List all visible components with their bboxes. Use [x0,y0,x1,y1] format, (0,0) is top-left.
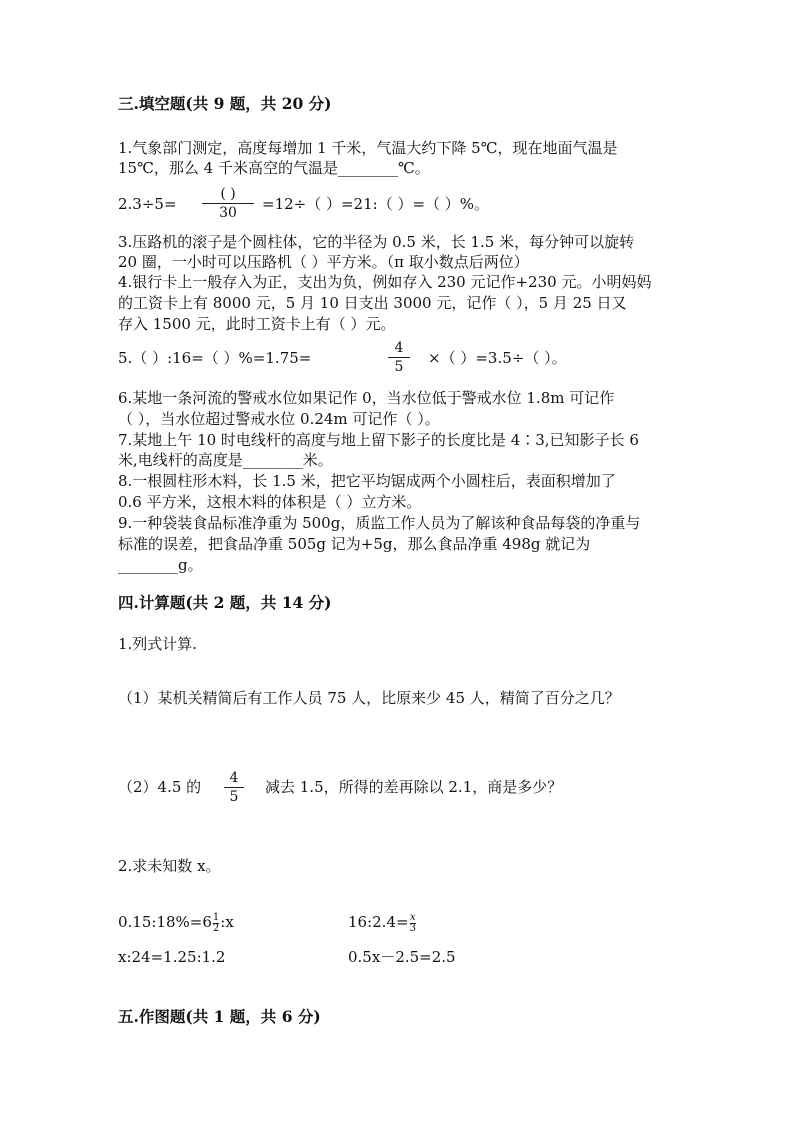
equation-3: x:24=1.25:1.2 [118,948,226,966]
q7-line1: 7.某地上午 10 时电线杆的高度与地上留下影子的长度比是 4∶3,已知影子长 6 [118,431,639,449]
calc-q1-2-rest: 减去 1.5，所得的差再除以 2.1，商是多少？ [265,778,563,796]
calc-q1-title: 1.列式计算. [118,635,198,653]
equation-1-rest: :x [220,913,234,931]
q8-line2: 0.6 平方米，这根木料的体积是（ ）立方米。 [118,493,422,511]
q2-lead: 2.3÷5= [118,195,177,213]
section-3-heading: 三.填空题(共 9 题，共 20 分) [118,94,332,113]
section-5-heading: 五.作图题(共 1 题，共 6 分) [118,1007,321,1026]
q5-rest: ×（ ）=3.5÷（ ）。 [428,349,567,367]
q5-fraction [388,340,410,375]
equation-1-fraction-numerator: 1 [212,911,220,923]
q4-line2: 的工资卡上有 8000 元，5 月 10 日支出 3000 元，记作（ ），5 月 25 日又 [118,294,627,312]
equation-4: 0.5x－2.5=2.5 [348,948,456,966]
q3-line2: 20 圈，一小时可以压路机（ ）平方米。（π 取小数点后两位） [118,253,529,271]
q7-line2: 米,电线杆的高度是________米。 [118,451,333,469]
q2-fraction-numerator: ( ) [220,186,236,202]
q1-line2: 15℃，那么 4 千米高空的气温是________℃。 [118,159,430,177]
equation-1 [118,912,234,934]
q6-line1: 6.某地一条河流的警戒水位如果记作 0，当水位低于警戒水位 1.8m 可记作 [118,389,615,407]
equation-2 [348,912,417,934]
q2-fraction-denominator: 30 [219,205,237,221]
calc-q2-title: 2.求未知数 x。 [118,857,221,875]
q3-line1: 3.压路机的滚子是个圆柱体，它的半径为 0.5 米，长 1.5 米，每分钟可以旋转 [118,233,635,251]
q5-lead: 5.（ ）:16=（ ）%=1.75= [118,349,312,367]
q5-fraction-denominator: 5 [394,359,404,375]
q9-line2: 标准的误差，把食品净重 505g 记为+5g，那么食品净重 498g 就记为 [118,535,591,553]
q8-line1: 8.一根圆柱形木料，长 1.5 米，把它平均锯成两个小圆柱后，表面积增加了 [118,472,616,490]
equation-1-fraction-denominator: 2 [212,922,220,934]
calc-q1-1: （1）某机关精简后有工作人员 75 人，比原来少 45 人，精简了百分之几？ [118,689,620,707]
calc-q1-2-fraction-numerator: 4 [229,770,239,786]
equation-1-lead: 0.15:18%=6 [118,913,212,931]
q4-line3: 存入 1500 元，此时工资卡上有（ ）元。 [118,315,396,333]
q2-fraction [202,186,254,221]
section-4-heading: 四.计算题(共 2 题，共 14 分) [118,593,332,612]
q2-rest: =12÷（ ）=21:（ ）=（ ）%。 [262,195,490,213]
q9-line3: ________g。 [118,556,203,574]
calc-q1-2-fraction [224,770,244,805]
q9-line1: 9.一种袋装食品标准净重为 500g，质监工作人员为了解该种食品每袋的净重与 [118,514,641,532]
equation-1-fraction [213,913,219,934]
equation-2-fraction [410,913,416,934]
calc-q1-2-lead: （2）4.5 的 [118,778,202,796]
equation-2-fraction-denominator: 3 [409,922,416,934]
equation-2-lead: 16:2.4= [348,913,409,931]
q6-line2: （ ），当水位超过警戒水位 0.24m 可记作（ ）。 [118,410,440,428]
q4-line1: 4.银行卡上一般存入为正，支出为负，例如存入 230 元记作+230 元。小明妈妈 [118,273,652,291]
calc-q1-2-fraction-denominator: 5 [229,789,239,805]
equation-2-fraction-numerator: x [409,911,416,923]
q1-line1: 1.气象部门测定，高度每增加 1 千米，气温大约下降 5℃，现在地面气温是 [118,139,618,157]
q5-fraction-numerator: 4 [394,340,404,356]
